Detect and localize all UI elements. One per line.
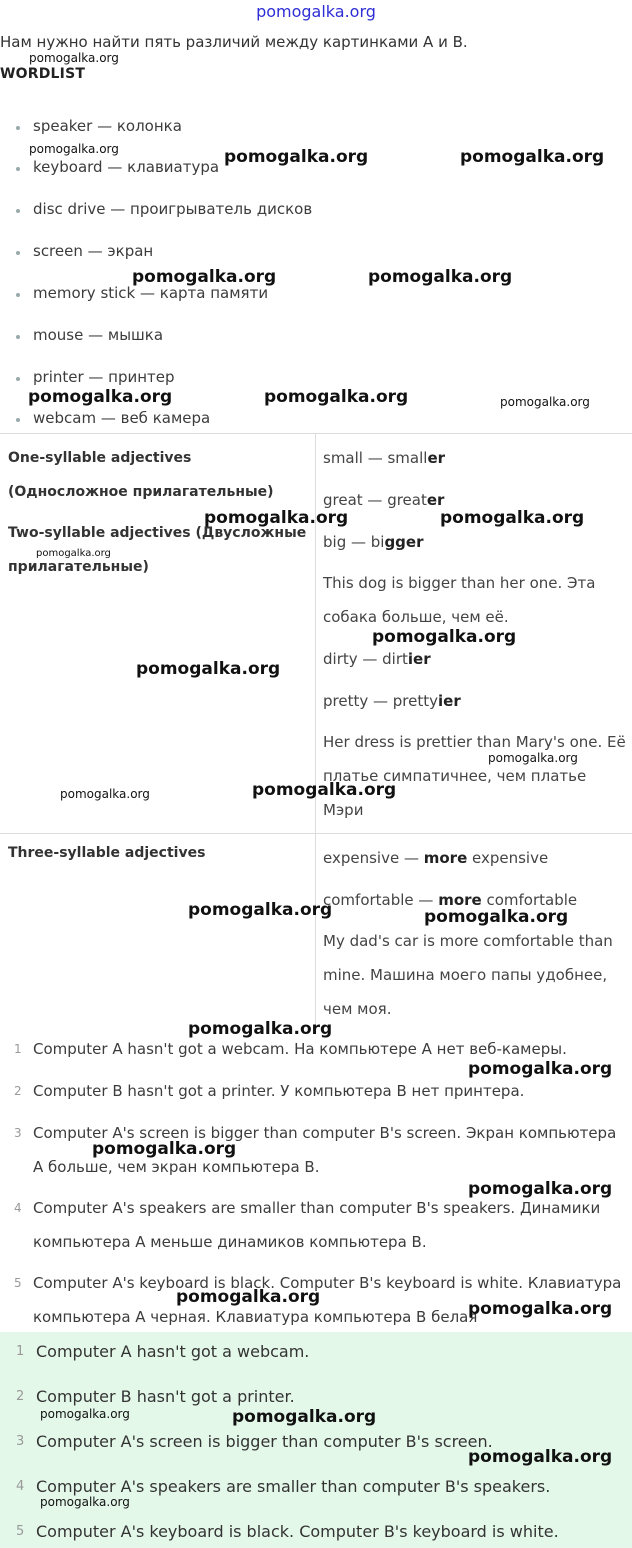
bullet-icon <box>16 335 20 339</box>
watermark: pomogalka.org <box>252 780 397 800</box>
watermark: pomogalka.org <box>232 1407 377 1427</box>
watermark: pomogalka.org <box>460 147 605 167</box>
watermark: pomogalka.org <box>224 147 369 167</box>
table-cell-expensive: expensive — more expensive <box>323 849 549 867</box>
bullet-icon <box>16 418 20 422</box>
watermark: pomogalka.org <box>500 395 590 409</box>
watermark: pomogalka.org <box>92 1139 237 1159</box>
watermark: pomogalka.org <box>440 508 585 528</box>
watermark: pomogalka.org <box>28 387 173 407</box>
watermark: pomogalka.org <box>468 1179 613 1199</box>
table-cell-big-example: This dog is bigger than her one. Эта собака больше, чем её. <box>323 574 596 626</box>
watermark: pomogalka.org <box>372 627 517 647</box>
table-cell-one-syllable: One-syllable adjectives (Односложное прилагательные) <box>8 450 274 500</box>
table-cell-two-syllable: Two-syllable adjectives (Двусложные прилагательные) <box>8 525 307 575</box>
watermark: pomogalka.org <box>176 1287 321 1307</box>
table-cell-big: big — bigger <box>323 533 424 551</box>
table-cell-comfortable-example: My dad's car is more comfortable than mine. Машина моего папы удобнее, чем моя. <box>323 932 613 1018</box>
watermark: pomogalka.org <box>264 387 409 407</box>
watermark: pomogalka.org <box>36 548 111 559</box>
bullet-icon <box>16 377 20 381</box>
watermark: pomogalka.org <box>29 51 119 65</box>
bullet-icon <box>16 293 20 297</box>
watermark: pomogalka.org <box>29 142 119 156</box>
watermark: pomogalka.org <box>40 1495 130 1509</box>
table-divider <box>0 833 632 834</box>
watermark: pomogalka.org <box>368 267 513 287</box>
table-cell-three-syllable: Three-syllable adjectives <box>8 845 206 861</box>
watermark: pomogalka.org <box>468 1447 613 1467</box>
watermark: pomogalka.org <box>60 787 150 801</box>
table-cell-pretty: pretty — prettyier <box>323 692 461 710</box>
answers-box: 1 Computer A hasn't got a webcam. 2 Computer B hasn't got a printer. 3 Computer A's screen is bigger than computer B's screen. 4 Computer A's speakers are smaller than computer B's speakers. 5 Computer A's keyboard is black. Computer B's keyboard is white. <box>0 1332 632 1548</box>
table-cell-comfortable: comfortable — more comfortable <box>323 891 578 909</box>
site-title: pomogalka.org <box>256 2 376 21</box>
bullet-icon <box>16 126 20 130</box>
bullet-icon <box>16 251 20 255</box>
watermark: pomogalka.org <box>488 751 578 765</box>
watermark: pomogalka.org <box>468 1059 613 1079</box>
intro-text: Нам нужно найти пять различий между картинками A и B. <box>0 33 468 51</box>
watermark: pomogalka.org <box>424 907 569 927</box>
table-cell-pretty-example: Her dress is prettier than Mary's one. Её платье симпатичнее, чем платье Мэри <box>323 733 626 819</box>
table-cell-great: great — greater <box>323 491 445 509</box>
bullet-icon <box>16 209 20 213</box>
table-cell-small: small — smaller <box>323 449 446 467</box>
watermark: pomogalka.org <box>204 508 349 528</box>
watermark: pomogalka.org <box>136 659 281 679</box>
wordlist-title: WORDLIST <box>0 66 86 82</box>
watermark: pomogalka.org <box>188 900 333 920</box>
table-cell-dirty: dirty — dirtier <box>323 650 431 668</box>
watermark: pomogalka.org <box>468 1299 613 1319</box>
watermark: pomogalka.org <box>40 1407 130 1421</box>
watermark: pomogalka.org <box>132 267 277 287</box>
bullet-icon <box>16 167 20 171</box>
watermark: pomogalka.org <box>188 1019 333 1039</box>
